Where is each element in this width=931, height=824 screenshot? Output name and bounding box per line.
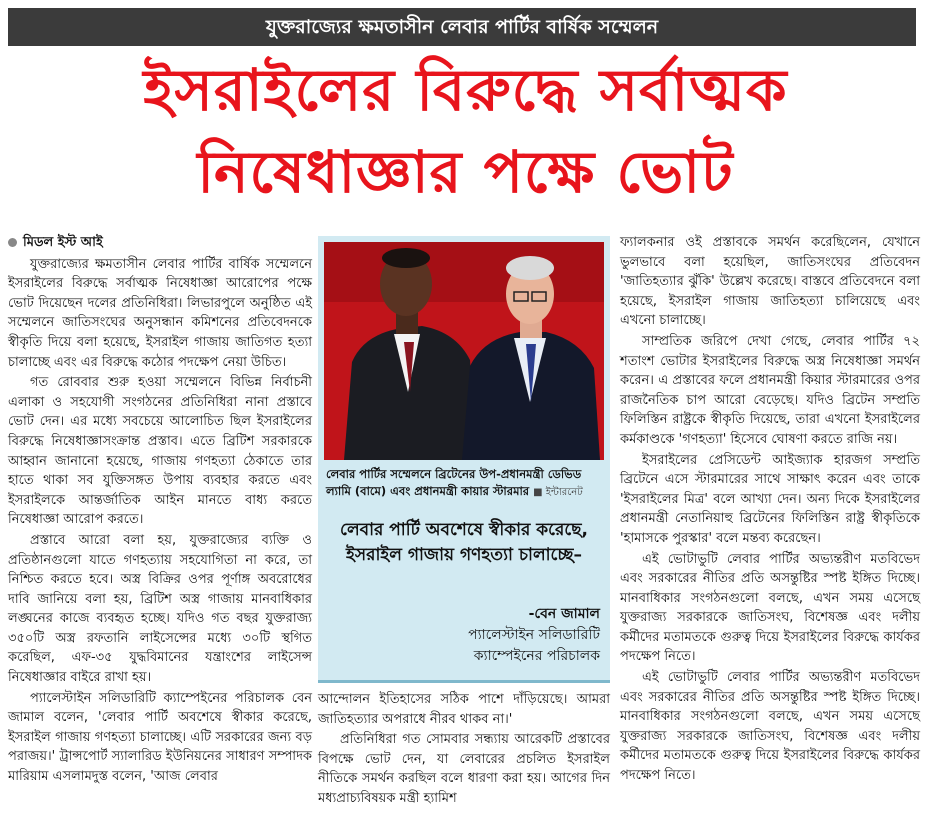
paragraph: সাম্প্রতিক জরিপে দেখা গেছে, লেবার পার্টির ৭২ শতাংশ ভোটার ইসরাইলের বিরুদ্ধে অস্ত্র নিষেধাজ্ঞা সমর্থন করেন। এ প্রস্তাবের ফলে প্রধানমন্ত্রী কিয়ার স্টারমারের ওপর রাজনৈতিক চাপ আরো বেড়েছে। যদিও ব্রিটেন সম্প্রতি ফিলিস্তিন রাষ্ট্রকে স্বীকৃতি দিয়েছে, তারা এখনো ইসরাইলের কর্মকাণ্ডকে 'গণহত্যা' হিসেবে ঘোষণা করতে রাজি নয়। xyxy=(620,333,920,447)
caption-text: লেবার পার্টির সম্মেলনে ব্রিটেনের উপ-প্রধানমন্ত্রী ডেভিড ল্যামি (বামে) এবং প্রধানমন্ত্রী কায়ার স্টারমার xyxy=(326,467,582,498)
kicker-banner: যুক্তরাজ্যের ক্ষমতাসীন লেবার পার্টির বার্ষিক সম্মেলন xyxy=(8,8,916,46)
headline-line-1: ইসরাইলের বিরুদ্ধে সর্বাত্মক xyxy=(143,56,788,124)
paragraph: ইসরাইলের প্রেসিডেন্ট আইজ্যাক হারজগ সম্প্রতি ব্রিটেনে এসে স্টারমারের সাথে সাক্ষাৎ করেন এবং তাকে 'ইসরাইলের মিত্র' বলে আখ্যা দেন। অন্য দিকে ইসরাইলের প্রধানমন্ত্রী নেতানিয়াহু ব্রিটেনের ফিলিস্তিন রাষ্ট্র স্বীকৃতিকে 'হামাসকে পুরস্কার' বলে মন্তব্য করেছেন। xyxy=(620,452,920,546)
byline xyxy=(8,233,312,253)
article-column-right xyxy=(620,233,920,787)
pull-quote: লেবার পার্টি অবশেষে স্বীকার করেছে, ইসরাইল গাজায় গণহত্যা চালাচ্ছে– xyxy=(340,520,588,565)
quote-author: -বেন জামাল xyxy=(528,606,600,622)
article-column-middle xyxy=(318,690,610,810)
photo-credit: ■ ইন্টারনেট xyxy=(533,487,583,498)
pull-quote-attribution xyxy=(330,604,600,667)
article-column-left xyxy=(8,233,312,788)
photo-caption xyxy=(326,466,604,501)
paragraph: প্রতিনিধিরা গত সোমবার সন্ধ্যায় আরেকটি প্রস্তাবের বিপক্ষে ভোট দেন, যা লেবারের প্রচলিত ইসরাইল নীতিকে সমর্থন করছিল বলে ধারণা করা হয়। আগের দিন মধ্যপ্রাচ্যবিষয়ক মন্ত্রী হ্যামিশ xyxy=(318,732,610,806)
paragraph: যুক্তরাজ্যের ক্ষমতাসীন লেবার পার্টির বার্ষিক সম্মেলনে ইসরাইলের বিরুদ্ধে সর্বাত্মক নিষেধাজ্ঞা আরোপের পক্ষে ভোট দিয়েছেন দলের প্রতিনিধিরা। লিভারপুলে অনুষ্ঠিত এই সম্মেলনে জাতিসংঘের অনুসন্ধান কমিশনের প্রতিবেদনকে স্বীকৃতি দিয়ে বলা হয়েছে, ইসরাইল গাজায় জাতিগত হত্যা চালাচ্ছে এবং এর বিরুদ্ধে কঠোর পদক্ষেপ নেয়া উচিত। xyxy=(8,256,312,370)
byline-source: মিডল ইস্ট আই xyxy=(23,235,103,250)
paragraph: এই ভোটাভুটি লেবার পার্টির অভ্যন্তরীণ মতবিভেদ এবং সরকারের নীতির প্রতি অসন্তুষ্টির স্পষ্ট ইঙ্গিত দিচ্ছে। মানবাধিকার সংগঠনগুলো বলছে, এখন সময় এসেছে যুক্তরাজ্য সরকারকে জাতিসংঘ, বিশেষজ্ঞ এবং দলীয় কর্মীদের মতামতকে গুরুত্ব দিয়ে ইসরাইলের বিরুদ্ধে কার্যকর পদক্ষেপ নিতে। xyxy=(620,670,920,784)
paragraph: প্রস্তাবে আরো বলা হয়, যুক্তরাজ্যের ব্যক্তি ও প্রতিষ্ঠানগুলো যাতে গণহত্যায় সহযোগিতা না করে, তা নিশ্চিত করতে হবে। অস্ত্র বিক্রির ওপর পূর্ণাঙ্গ অবরোধের দাবি জানিয়ে বলা হয়, ব্রিটিশ অস্ত্র গাজায় মানবাধিকার লঙ্ঘনের কাজে ব্যবহৃত হচ্ছে। যদিও গত বছর যুক্তরাজ্য ৩৫০টি অস্ত্র রফতানি লাইসেন্সের মধ্যে ৩০টি স্থগিত করেছিল, এফ-৩৫ যুদ্ধবিমানের যন্ত্রাংশের লাইসেন্স নিষেধাজ্ঞার বাইরে রাখা হয়। xyxy=(8,532,312,686)
photo-callout-box xyxy=(318,236,610,683)
quote-role-line-2: ক্যাম্পেইনের পরিচালক xyxy=(473,648,600,664)
bullet-icon xyxy=(8,238,17,247)
quote-role-line-1: প্যালেস্টাইন সলিডারিটি xyxy=(468,627,600,643)
paragraph: ফ্যালকনার ওই প্রস্তাবকে সমর্থন করেছিলেন, যেখানে ভুলভাবে বলা হয়েছিল, জাতিসংঘের প্রতিবেদন 'জাতিহত্যার ঝুঁকি' উল্লেখ করেছে। বাস্তবে প্রতিবেদনে বলা হয়েছে, ইসরাইল গাজায় জাতিহত্যা চালিয়েছে এবং এখনো চালাচ্ছে। xyxy=(620,235,920,329)
paragraph: আন্দোলন ইতিহাসের সঠিক পাশে দাঁড়িয়েছে। আমরা জাতিহত্যার অপরাধে নীরব থাকব না।' xyxy=(318,692,610,727)
paragraph: প্যালেস্টাইন সলিডারিটি ক্যাম্পেইনের পরিচালক বেন জামাল বলেন, 'লেবার পার্টি অবশেষে স্বীকার করেছে, ইসরাইল গাজায় গণহত্যা চালাচ্ছে। এটি সরকারের জন্য বড় পরাজয়।' ট্রান্সপোর্ট স্যালারিড ইউনিয়নের সাধারণ সম্পাদক মারিয়াম এসলামদুস্ত বলেন, 'আজ লেবার xyxy=(8,690,312,785)
paragraph: গত রোববার শুরু হওয়া সম্মেলনে বিভিন্ন নির্বাচনী এলাকা ও সহযোগী সংগঠনের প্রতিনিধিরা নানা প্রস্তাবে ভোট দেন। এর মধ্যে সবচেয়ে আলোচিত ছিল ইসরাইলের বিরুদ্ধে নিষেধাজ্ঞাসংক্রান্ত প্রস্তাব। এতে ব্রিটিশ সরকারকে আহ্বান জানানো হয়েছে, গাজায় গণহত্যা ঠেকাতে তার হাতে থাকা সব যুক্তিসঙ্গত উপায় ব্যবহার করতে এবং ইসরাইলকে আন্তর্জাতিক আইন মানতে বাধ্য করতে নিষেধাজ্ঞা আরোপ করতে। xyxy=(8,375,312,528)
photo-illustration xyxy=(324,242,604,460)
paragraph: এই ভোটাভুটি লেবার পার্টির অভ্যন্তরীণ মতবিভেদ এবং সরকারের নীতির প্রতি অসন্তুষ্টির স্পষ্ট ইঙ্গিত দিচ্ছে। মানবাধিকার সংগঠনগুলো বলছে, এখন সময় এসেছে যুক্তরাজ্য সরকারকে জাতিসংঘ, বিশেষজ্ঞ এবং দলীয় কর্মীদের মতামতকে গুরুত্ব দিয়ে ইসরাইলের বিরুদ্ধে কার্যকর পদক্ষেপ নিতে। xyxy=(620,551,920,665)
news-photo xyxy=(324,242,604,460)
headline-line-2: নিষেধাজ্ঞার পক্ষে ভোট xyxy=(197,138,734,206)
